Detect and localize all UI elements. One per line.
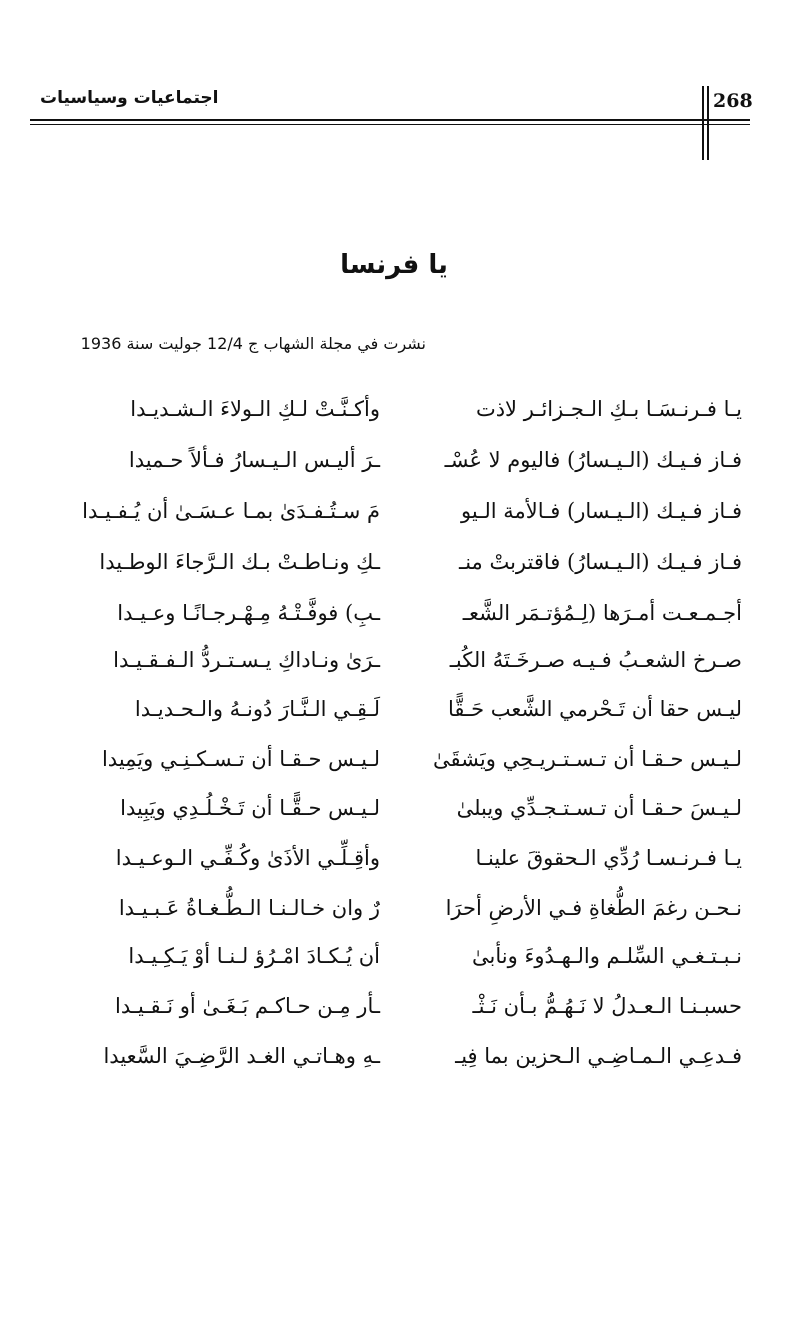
verse-second-hemistich: ـبِ) فوفَّـتْـهُ مِـهْـرجـانًـا وعـيـدا (117, 601, 380, 625)
verse-first-hemistich: يـا فـرنـسـا رُدِّي الـحقوقَ علينـا (475, 846, 742, 870)
header-rule-thin (30, 124, 750, 125)
verse (0, 448, 788, 488)
verse (0, 846, 788, 886)
verse (0, 697, 788, 737)
header-vertical-bar (702, 86, 704, 160)
verse-second-hemistich: ـهِ وهـاتـي الغـد الرَّضِـيَ السَّعيدا (103, 1044, 380, 1068)
verse-second-hemistich: لَـقِـي الـنَّـارَ دُونـهُ والـحـديـدا (134, 697, 380, 721)
verse-first-hemistich: فـاز فـيـك (الـيـسارُ) فاقتربتْ منـ (459, 550, 742, 574)
verse-second-hemistich: لـيـس حـقـا أن تـسـكـنِـي ويَمِيدا (101, 747, 380, 771)
verse-first-hemistich: لـيـسَ حـقـا أن تـسـتـجـدِّي ويبلىٰ (456, 796, 742, 820)
poem-title: يا فرنسا (340, 250, 448, 280)
verse (0, 499, 788, 539)
running-header-title: اجتماعيات وسياسيات (40, 88, 219, 108)
verse-second-hemistich: وأكـنَّـتْ لـكِ الـولاءَ الـشـديـدا (130, 397, 380, 421)
verse-second-hemistich: ـكِ ونـاطـتْ بـك الـرَّجاءَ الوطـيدا (99, 550, 380, 574)
verse-second-hemistich: لـيـس حـقًّـا أن تَـخْـلُـدِي ويَبِيدا (120, 796, 380, 820)
verse-second-hemistich: أن يُـكـادَ امْـرُؤ لـنـا أوْ يَـكِـيـدا (128, 944, 380, 968)
verse-second-hemistich: مَ سـتُـفـدَىٰ بمـا عـسَـىٰ أن يُـفـيـدا (82, 499, 380, 523)
verse (0, 601, 788, 641)
verse (0, 796, 788, 836)
publication-note: نشرت في مجلة الشهاب ج 12/4 جوليت سنة 1936 (80, 334, 426, 353)
verse (0, 747, 788, 787)
verse-first-hemistich: حسبـنـا الـعـدلُ لا نَـهُـمُّ بـأن نَـثْـ (472, 994, 742, 1018)
verse-second-hemistich: ـأر مِـن حـاكـم بَـغَـىٰ أو نَـقـيـدا (115, 994, 380, 1018)
verse (0, 648, 788, 688)
verse-first-hemistich: نـحـن رغمَ الطُّغاةِ فـي الأرضِ أحرَا (445, 896, 742, 920)
verse (0, 994, 788, 1034)
header-rule-thick (30, 119, 750, 121)
verse (0, 550, 788, 590)
verse (0, 896, 788, 936)
verse (0, 1044, 788, 1084)
verse-first-hemistich: ليـس حقا أن تَـحْرمي الشَّعب حَـقًّا (447, 697, 742, 721)
verse-second-hemistich: رٌ وان خـالـنـا الـطُّـغـاةُ عَـبـيـدا (118, 896, 380, 920)
verse-second-hemistich: ـرَىٰ ونـاداكِ يـسـتـردُّ الـفـقـيـدا (113, 648, 380, 672)
verse-first-hemistich: فـاز فـيـك (الـيـسار) فـالأمة الـيو (461, 499, 742, 523)
verse (0, 944, 788, 984)
verse-second-hemistich: ـرَ أليـس الـيـسارُ فـألاً حـميدا (128, 448, 380, 472)
verse-second-hemistich: وأقِـلِّـي الأذَىٰ وكُـفِّـي الـوعـيـدا (115, 846, 380, 870)
verse-first-hemistich: لـيـس حـقـا أن تـسـتـريـحِي ويَشقَىٰ (433, 747, 742, 771)
page-number: 268 (713, 90, 753, 112)
verse-first-hemistich: يـا فـرنـسَـا بـكِ الـجـزائـر لاذت (475, 397, 742, 421)
verse (0, 397, 788, 437)
header-vertical-bar (707, 86, 709, 160)
verse-first-hemistich: أجـمـعـت أمـرَها (لِـمُؤتـمَر الشَّعـ (462, 601, 742, 625)
verse-first-hemistich: صـرخ الشعـبُ فـيـه صـرخَـتَهُ الكُبـ (449, 648, 742, 672)
verse-first-hemistich: نـبـتـغـي السِّلـم والـهـدُوءَ ونأبىٰ (472, 944, 742, 968)
verse-first-hemistich: فـاز فـيـك (الـيـسارُ) فاليوم لا عُسْـ (444, 448, 742, 472)
verse-first-hemistich: فـدعِـي الـمـاضِـي الـحزين بما فِيـ (455, 1044, 742, 1068)
